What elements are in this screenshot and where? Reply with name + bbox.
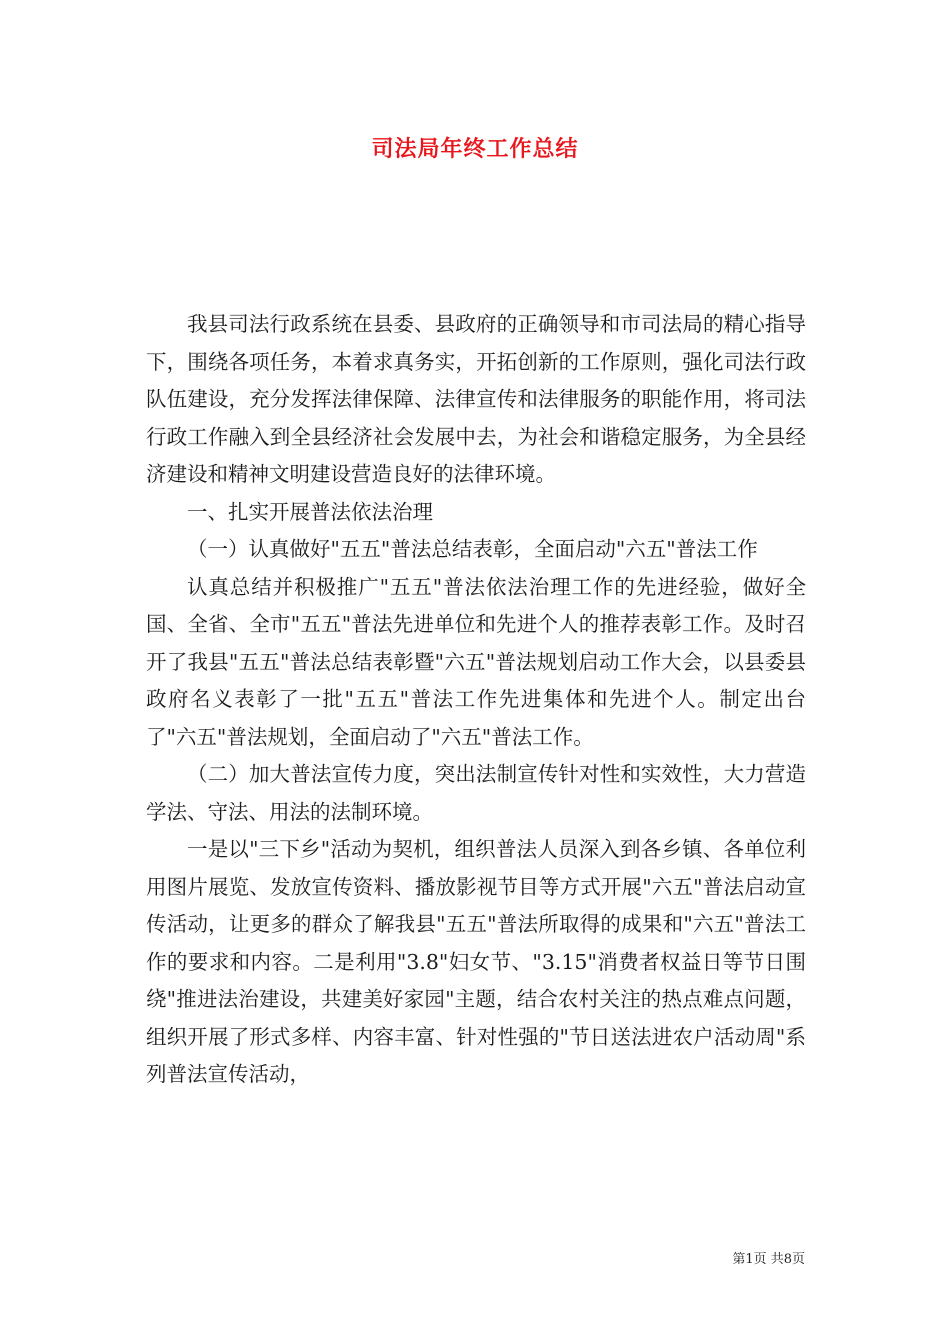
paragraph-1: 认真总结并积极推广"五五"普法依法治理工作的先进经验，做好全国、全省、全市"五五"普法先进单位和先进个人的推荐表彰工作。及时召开了我县"五五"普法总结表彰暨"六五"普法规划启动工作大会，以县委县政府名义表彰了一批"五五"普法工作先进集体和先进个人。制定出台了"六五"普法规划，全面启动了"六五"普法工作。 xyxy=(146,574,806,749)
paragraph-intro: 我县司法行政系统在县委、县政府的正确领导和市司法局的精心指导下，围绕各项任务，本着求真务实，开拓创新的工作原则，强化司法行政队伍建设，充分发挥法律保障、法律宣传和法律服务的职能作用，将司法行政工作融入到全县经济社会发展中去，为社会和谐稳定服务，为全县经济建设和精神文明建设营造良好的法律环境。 xyxy=(146,312,806,486)
page-number: 第1页 共8页 xyxy=(732,1252,805,1267)
document-title: 司法局年终工作总结 xyxy=(371,137,579,162)
paragraph-2: 一是以"三下乡"活动为契机，组织普法人员深入到各乡镇、各单位利用图片展览、发放宣传资料、播放影视节目等方式开展"六五"普法启动宣传活动，让更多的群众了解我县"五五"普法所取得的成果和"六五"普法工作的要求和内容。二是利用"3.8"妇女节、"3.15"消费者权益日等节日围绕"推进法治建设，共建美好家园"主题，结合农村关注的热点难点问题，组织开展了形式多样、内容丰富、针对性强的"节日送法进农户活动周"系列普法宣传活动， xyxy=(146,837,806,1086)
subsection-heading-1: （一）认真做好"五五"普法总结表彰，全面启动"六五"普法工作 xyxy=(187,537,758,561)
subsection-heading-2: （二）加大普法宣传力度，突出法制宣传针对性和实效性，大力营造学法、守法、用法的法制环境。 xyxy=(146,762,806,824)
section-heading-1: 一、扎实开展普法依法治理 xyxy=(187,499,433,524)
document-body xyxy=(146,306,806,1094)
